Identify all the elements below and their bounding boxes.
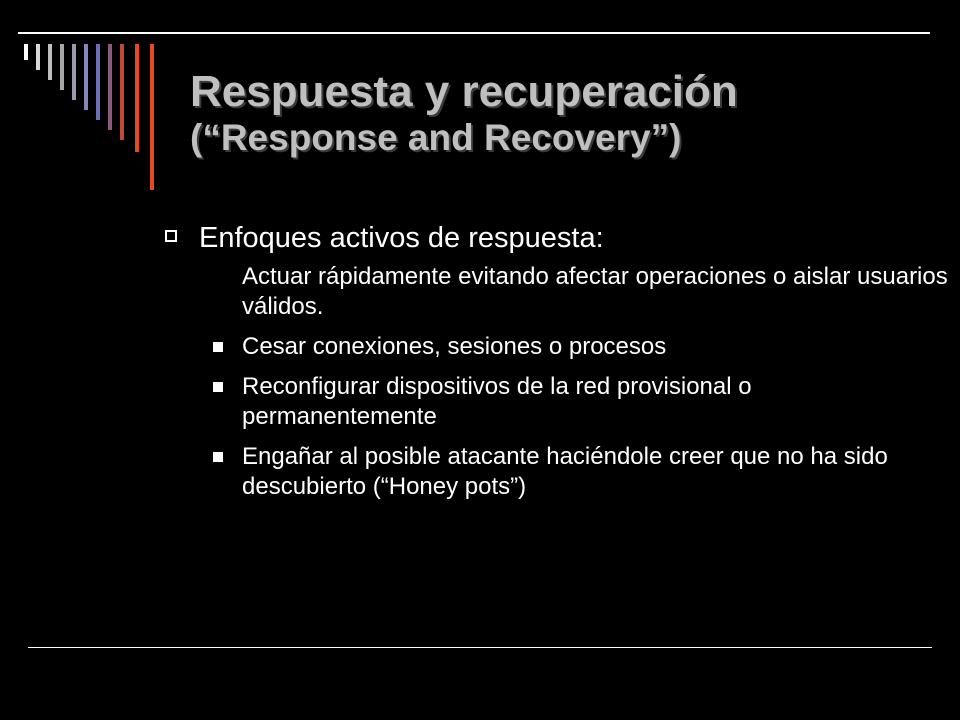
- list-item-text: Engañar al posible atacante haciéndole creer que no ha sido descubierto (“Honey pots”): [242, 443, 888, 500]
- list-item-text: Reconfigurar dispositivos de la red provisional o permanentemente: [242, 373, 752, 430]
- square-bullet-icon: [213, 342, 223, 352]
- square-bullet-icon: [213, 382, 223, 392]
- decor-bar: [24, 44, 28, 60]
- list-item: [160, 372, 950, 432]
- bullet-heading-text: Enfoques activos de respuesta:: [199, 222, 604, 254]
- list-item-text: Cesar conexiones, sesiones o procesos: [242, 333, 667, 360]
- slide-body: [160, 216, 950, 512]
- hollow-square-bullet-icon: [165, 230, 177, 242]
- bullet-heading: [160, 216, 950, 260]
- square-bullet-icon: [213, 452, 223, 462]
- intro-text: [160, 262, 950, 322]
- intro-text-content: Actuar rápidamente evitando afectar operaciones o aislar usuarios válidos.: [242, 263, 948, 320]
- list-item: [160, 332, 950, 362]
- decor-bar: [48, 44, 52, 80]
- decor-bar: [150, 44, 154, 190]
- decor-bar: [108, 44, 112, 130]
- decor-bar: [72, 44, 76, 100]
- decor-bar: [96, 44, 100, 120]
- title-line-1: Respuesta y recuperación: [190, 67, 738, 116]
- decor-bar: [60, 44, 64, 90]
- top-rule: [18, 32, 930, 34]
- title-line-2: (“Response and Recovery”): [190, 117, 682, 159]
- decor-bar: [135, 44, 139, 152]
- decor-bar: [84, 44, 88, 110]
- decor-bar: [36, 44, 40, 70]
- bottom-rule: [28, 647, 932, 648]
- decor-bar: [120, 44, 124, 140]
- list-item: [160, 442, 950, 502]
- slide-title: [190, 68, 930, 159]
